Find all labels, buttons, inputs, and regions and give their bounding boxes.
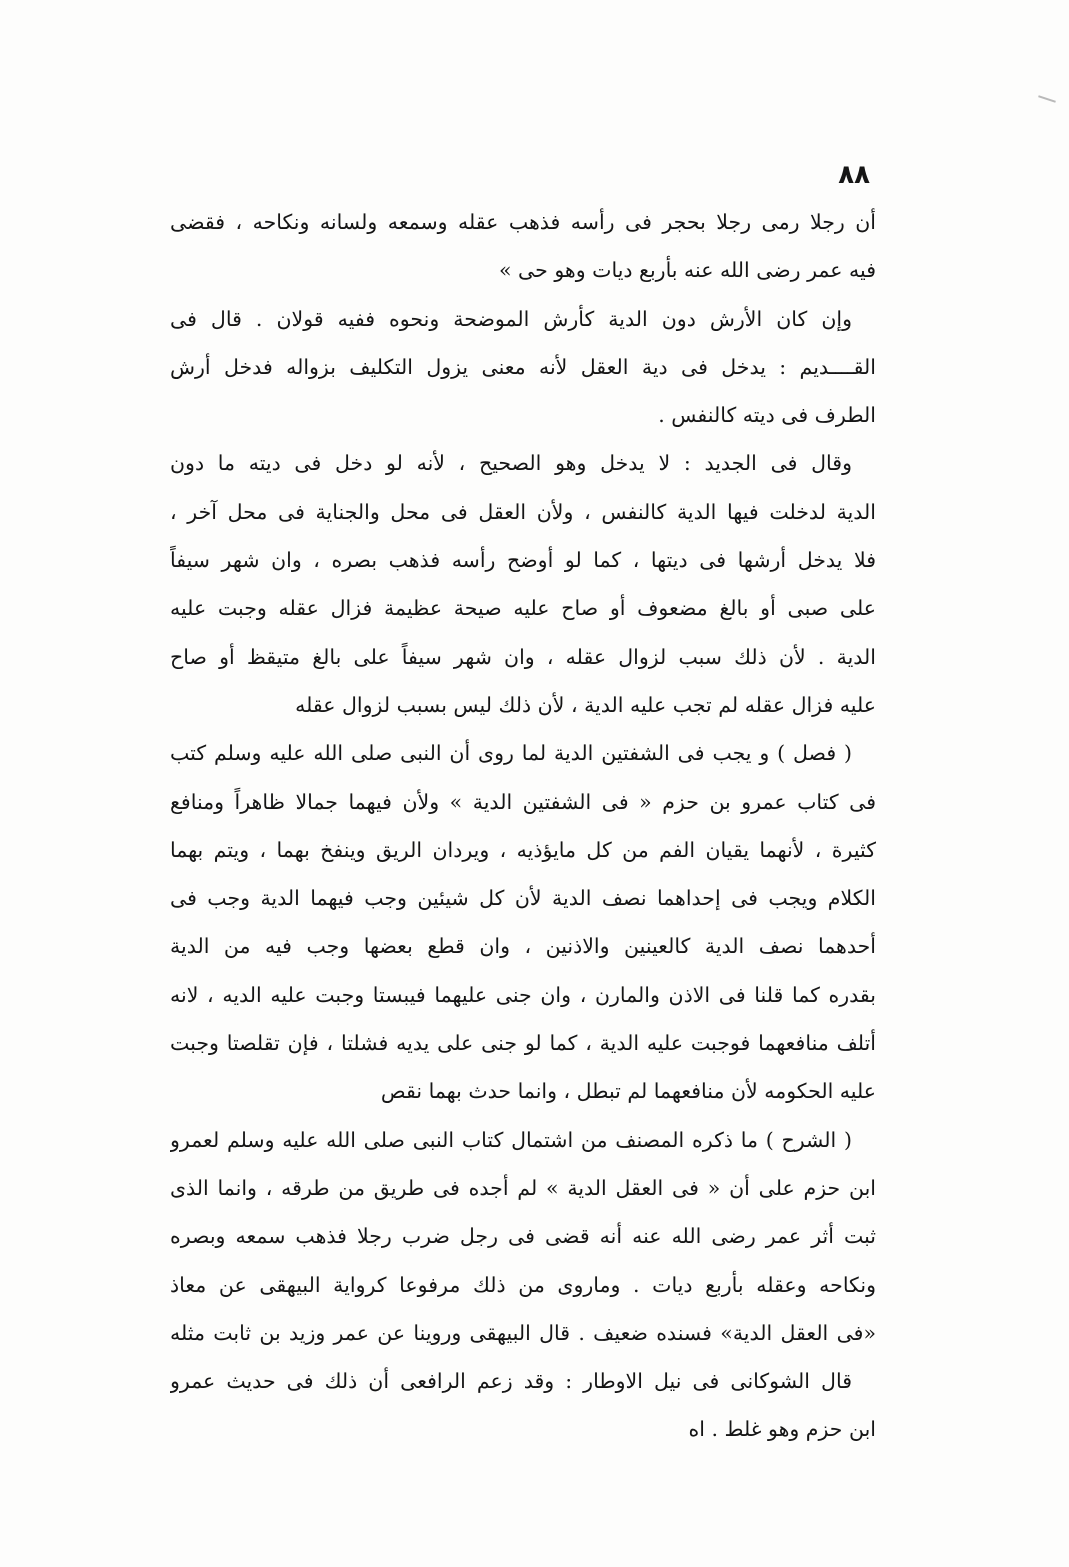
text-line: وقال فى الجديد : لا يدخل وهو الصحيح ، لأنه لو دخل فى ديته ما دون [170,451,852,476]
scan-corner-mark [1038,95,1056,102]
text-line: ابن حزم على أن « فى العقل الدية » لم أجده فى طريق من طرقه ، وانما الذى [170,1175,876,1200]
text-line: عليه فزال عقله لم تجب عليه الدية ، لأن ذلك ليس بسبب لزوال عقله [295,692,876,717]
arabic-text-body [170,198,876,1454]
text-line: ابن حزم وهو غلط . اه [688,1417,876,1442]
text-line: الدية لدخلت فيها الدية كالنفس ، ولأن العقل فى محل والجناية فى محل آخر ، [170,499,876,524]
text-line: قال الشوكانى فى نيل الاوطار : وقد زعم الرافعى أن ذلك فى حديث عمرو [170,1369,852,1394]
text-line: ونكاحه وعقله بأربع ديات . وماروى من ذلك مرفوعا كرواية البيهقى عن معاذ [170,1272,876,1297]
text-line: فى كتاب عمرو بن حزم « فى الشفتين الدية » ولأن فيهما جمالا ظاهراً ومنافع [170,789,876,814]
text-line: ثبت أثر عمر رضى الله عنه أنه قضى فى رجل ضرب رجلا فذهب سمعه وبصره [170,1224,876,1249]
text-line: فيه عمر رضى الله عنه بأربع ديات وهو حى » [499,258,876,283]
text-line: القــــديم : يدخل فى دية العقل لأنه معنى يزول التكليف بزواله فدخل أرش [170,354,876,379]
text-line: الطرف فى ديته كالنفس . [658,403,876,428]
text-line: «فى العقل الدية» فسنده ضعيف . قال البيهقى وروينا عن عمر وزيد بن ثابت مثله [170,1320,876,1345]
text-line: كثيرة ، لأنهما يقيان الفم من كل مايؤذيه ، ويردان الريق وينفخ بهما ، ويتم بهما [170,837,876,862]
text-line: على صبى أو بالغ مضعوف أو صاح عليه صيحة عظيمة فزال عقله وجبت عليه [170,596,876,621]
text-line: ( الشرح ) ما ذكره المصنف من اشتمال كتاب النبى صلى الله عليه وسلم لعمرو [170,1127,852,1152]
text-line: الدية . لأن ذلك سبب لزوال عقله ، وان شهر سيفاً على بالغ متيقظ أو صاح [170,644,876,669]
page-number: ٨٨ [838,160,870,190]
text-line: ( فصل ) و يجب فى الشفتين الدية لما روى أن النبى صلى الله عليه وسلم كتب [170,741,852,766]
text-line: أن رجلا رمى رجلا بحجر فى رأسه فذهب عقله وسمعه ولسانه ونكاحه ، فقضى [170,210,876,234]
text-line: الكلام ويجب فى إحداهما نصف الدية لأن كل شيئين وجب فيهما الدية وجب فى [170,886,876,911]
text-line: أتلف منافعهما فوجبت عليه الدية ، كما لو جنى على يديه فشلتا ، فإن تقلصتا وجبت [170,1031,876,1056]
text-line: وإن كان الأرش دون الدية كأرش الموضحة ونحوه ففيه قولان . قال فى [170,306,852,331]
text-line: أحدهما نصف الدية كالعينين والاذنين ، وان قطع بعضها وجب فيه من الدية [170,934,876,959]
text-line: عليه الحكومه لأن منافعهما لم تبطل ، وانما حدث بهما نقص [380,1079,876,1104]
text-line: بقدره كما قلنا فى الاذن والمارن ، وان جنى عليهما فيبستا وجبت عليه الديه ، لانه [170,982,876,1007]
text-line: فلا يدخل أرشها فى ديتها ، كما لو أوضح رأسه فذهب بصره ، وان شهر سيفاً [170,548,876,573]
